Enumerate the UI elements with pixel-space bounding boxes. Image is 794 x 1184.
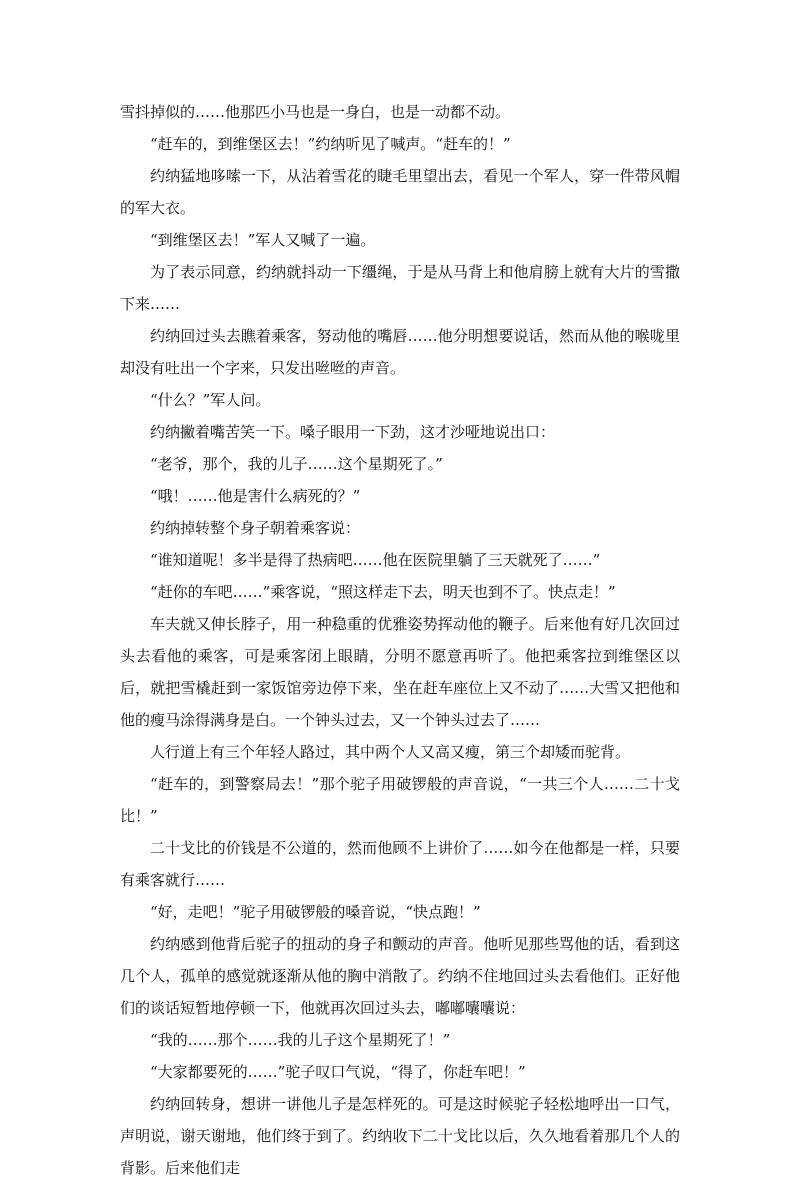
paragraph: “我的……那个……我的儿子这个星期死了！” [150,1031,451,1049]
paragraph: 约纳掉转整个身子朝着乘客说： [150,519,361,537]
paragraph: 雪抖掉似的……他那匹小马也是一身白，也是一动都不动。 [120,103,511,121]
paragraph: “老爷，那个，我的儿子……这个星期死了。” [150,455,443,473]
paragraph: “什么？”军人问。 [150,391,271,409]
paragraph: “赶你的车吧……”乘客说，“照这样走下去，明天也到不了。快点走！” [150,583,616,601]
paragraph: “好，走吧！”驼子用破锣般的嗓音说，“快点跑！” [150,903,481,921]
paragraph: “哦！……他是害什么病死的？” [150,487,361,505]
document-body [120,96,680,1184]
paragraph: 为了表示同意，约纳就抖动一下缰绳，于是从马背上和他肩膀上就有大片的雪撒下来…… [120,263,680,313]
paragraph: 约纳回过头去瞧着乘客，努动他的嘴唇……他分明想要说话，然而从他的喉咙里却没有吐出一个字来，只发出咝咝的声音。 [120,327,680,377]
paragraph: “到维堡区去！”军人又喊了一遍。 [150,231,376,249]
paragraph: 约纳猛地哆嗦一下，从沾着雪花的睫毛里望出去，看见一个军人，穿一件带风帽的军大衣。 [120,167,680,217]
paragraph: 约纳撇着嘴苦笑一下。嗓子眼用一下劲，这才沙哑地说出口： [150,423,556,441]
paragraph: “赶车的，到警察局去！”那个驼子用破锣般的声音说，“一共三个人……二十戈比！” [120,775,680,825]
paragraph: 约纳感到他背后驼子的扭动的身子和颤动的声音。他听见那些骂他的话，看到这几个人，孤单的感觉就逐渐从他的胸中消散了。约纳不住地回过头去看他们。正好他们的谈话短暂地停顿一下，他就再次回过头去，嘟嘟囔囔说： [120,935,680,1017]
paragraph: “大家都要死的……”驼子叹口气说，“得了，你赶车吧！” [150,1063,526,1081]
paragraph: 人行道上有三个年轻人路过，其中两个人又高又瘦，第三个却矮而驼背。 [150,743,631,761]
paragraph: 约纳回转身，想讲一讲他儿子是怎样死的。可是这时候驼子轻松地呼出一口气，声明说，谢天谢地，他们终于到了。约纳收下二十戈比以后，久久地看着那几个人的背影。后来他们走 [120,1095,680,1177]
paragraph: 车夫就又伸长脖子，用一种稳重的优雅姿势挥动他的鞭子。后来他有好几次回过头去看他的乘客，可是乘客闭上眼睛，分明不愿意再听了。他把乘客拉到维堡区以后，就把雪橇赶到一家饭馆旁边停下来，坐在赶车座位上又不动了……大雪又把他和他的瘦马涂得满身是白。一个钟头过去，又一个钟头过去了…… [120,615,680,729]
paragraph: 二十戈比的价钱是不公道的，然而他顾不上讲价了……如今在他都是一样，只要有乘客就行…… [120,839,680,889]
paragraph: “赶车的，到维堡区去！”约纳听见了喊声。“赶车的！” [150,135,511,153]
paragraph: “谁知道呢！多半是得了热病吧……他在医院里躺了三天就死了……” [150,551,601,569]
